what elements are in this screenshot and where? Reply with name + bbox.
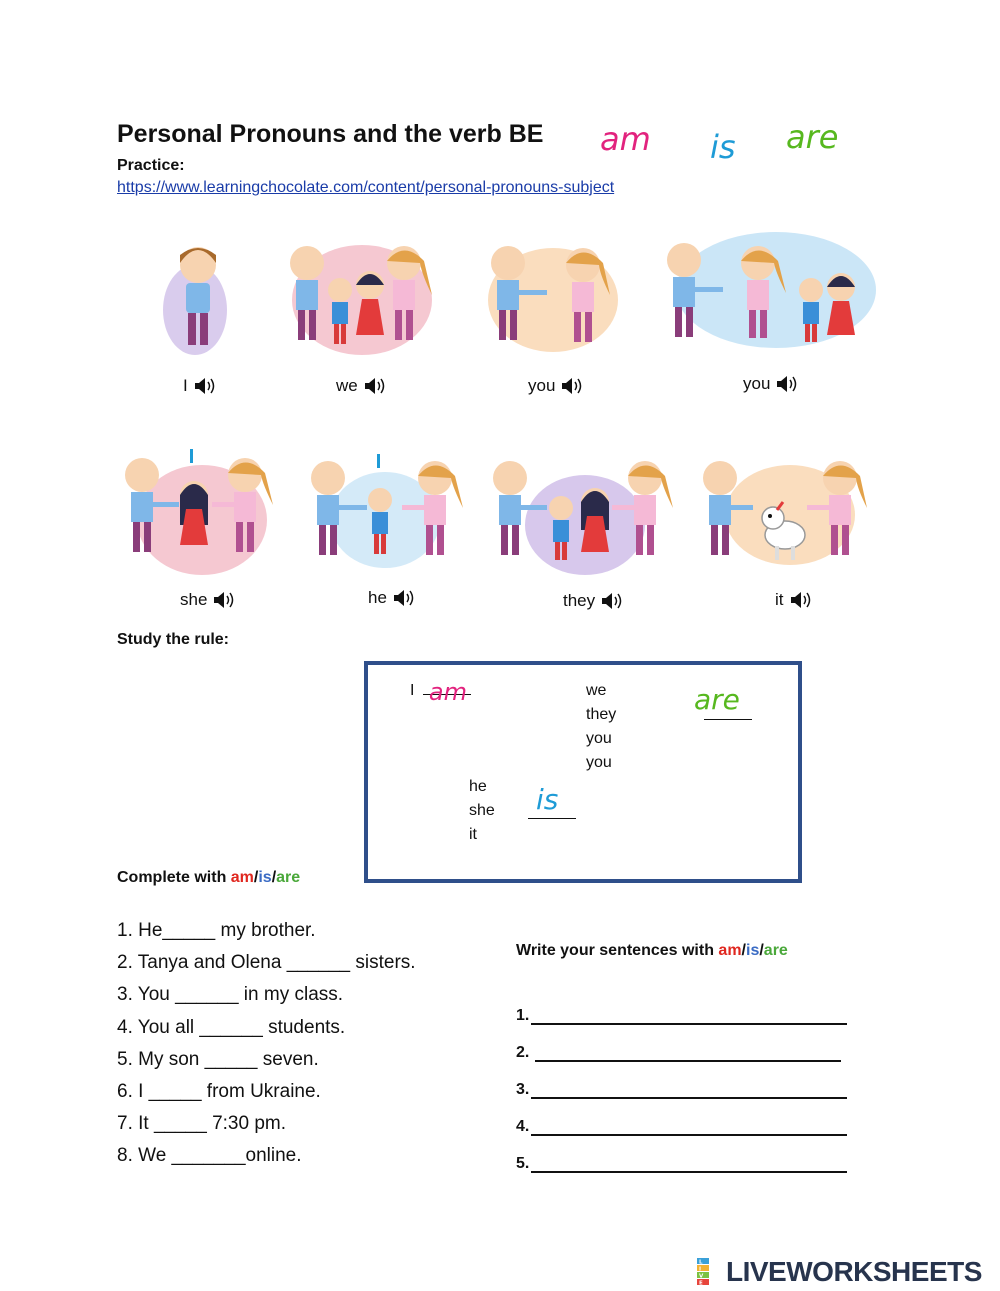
sentence-line[interactable] (516, 988, 847, 1025)
pronoun-illustration-they (485, 450, 665, 580)
rule-plural-item: they (586, 706, 617, 723)
pronoun-text: you (743, 374, 771, 393)
rule-singular-item: he (469, 778, 487, 795)
liveworksheets-logo[interactable] (697, 1256, 982, 1288)
speaker-icon[interactable] (775, 374, 797, 394)
speaker-icon[interactable] (789, 590, 811, 610)
line-number: 3. (516, 1081, 530, 1098)
rule-box (364, 661, 802, 883)
speaker-icon[interactable] (560, 376, 582, 396)
rule-i-row (410, 678, 471, 706)
line-number: 2. (516, 1044, 530, 1061)
line-number: 1. (516, 1007, 530, 1024)
svg-text:I: I (699, 1266, 702, 1273)
complete-slash: / (271, 869, 277, 886)
line-blank[interactable] (531, 1157, 847, 1173)
rule-plural-answer: are (694, 683, 740, 716)
complete-slash: / (253, 869, 259, 886)
pronoun-label-she[interactable] (180, 590, 234, 610)
exercise-item[interactable]: 2. Tanya and Olena ______ sisters. (117, 952, 416, 974)
practice-link[interactable]: https://www.learningchocolate.com/content/personal-pronouns-subject (117, 179, 615, 196)
pronoun-text: you (528, 376, 556, 395)
pronoun-illustration-she (117, 445, 297, 580)
write-slash: / (741, 942, 746, 959)
pronoun-label-i[interactable] (183, 376, 215, 396)
line-blank[interactable] (535, 1046, 841, 1062)
write-are: are (763, 942, 788, 959)
handwritten-are: are (786, 118, 839, 156)
handwritten-am: am (600, 120, 651, 158)
exercise-item[interactable]: 8. We _______online. (117, 1145, 302, 1167)
sentence-line[interactable] (516, 1099, 847, 1136)
pronoun-text: I (183, 376, 188, 395)
speaker-icon[interactable] (193, 376, 215, 396)
speaker-icon[interactable] (392, 588, 414, 608)
rule-singular-item: she (469, 802, 495, 819)
line-blank[interactable] (531, 1009, 847, 1025)
rule-i-answer: am (428, 678, 467, 706)
sentence-line[interactable] (516, 1025, 847, 1062)
exercise-item[interactable]: 5. My son _____ seven. (117, 1048, 319, 1070)
rule-plural-list (586, 679, 616, 775)
pronoun-text: we (336, 376, 358, 395)
speaker-icon[interactable] (363, 376, 385, 396)
pronoun-label-they[interactable] (563, 591, 622, 611)
exercise-item[interactable]: 4. You all ______ students. (117, 1016, 346, 1038)
study-heading: Study the rule: (117, 631, 230, 648)
practice-label: Practice: (117, 157, 185, 174)
write-prefix: Write your sentences with (516, 942, 719, 959)
pronoun-text: it (775, 590, 784, 609)
write-is: is (746, 942, 760, 959)
exercise-item[interactable]: 6. I _____ from Ukraine. (117, 1081, 321, 1103)
pronoun-text: he (368, 588, 387, 607)
write-heading (516, 942, 788, 960)
exercise-item[interactable]: 3. You ______ in my class. (117, 984, 344, 1006)
rule-plural-item: we (586, 682, 607, 699)
write-am: am (718, 942, 742, 959)
rule-singular-answer: is (536, 783, 559, 816)
rule-singular-list (469, 775, 495, 847)
liveworksheets-logo-icon (697, 1258, 723, 1286)
write-slash: / (759, 942, 764, 959)
rule-plural-item: you (586, 730, 612, 747)
rule-i-blank (423, 678, 471, 706)
pronoun-label-you-plural[interactable] (743, 374, 797, 394)
rule-i-label: I (410, 682, 415, 699)
exercise-item[interactable]: 1. He_____ my brother. (117, 920, 316, 941)
logo-text: LIVEWORKSHEETS (726, 1256, 982, 1287)
speaker-icon[interactable] (212, 590, 234, 610)
complete-are: are (276, 869, 301, 886)
pronoun-illustration-we (282, 235, 462, 365)
exercise-list (117, 915, 416, 1173)
sentence-lines (516, 988, 847, 1173)
pronoun-text: she (180, 590, 208, 609)
complete-prefix: Complete with (117, 869, 231, 886)
pronoun-illustration-he (300, 450, 480, 580)
handwritten-is: is (710, 128, 736, 166)
complete-am: am (230, 869, 254, 886)
complete-is: is (258, 869, 272, 886)
pronoun-label-it[interactable] (775, 590, 811, 610)
rule-plural-item: you (586, 754, 612, 771)
speaker-icon[interactable] (600, 591, 622, 611)
exercise-item[interactable]: 7. It _____ 7:30 pm. (117, 1113, 287, 1135)
pronoun-illustration-you-singular (478, 235, 658, 365)
pronoun-illustration-you-plural (656, 225, 836, 355)
svg-text:E: E (699, 1280, 703, 1286)
pronoun-text: they (563, 591, 596, 610)
pronoun-label-he[interactable] (368, 588, 414, 608)
line-number: 5. (516, 1155, 530, 1172)
line-blank[interactable] (531, 1120, 847, 1136)
page-title: Personal Pronouns and the verb BE (117, 120, 544, 148)
complete-heading (117, 869, 300, 887)
sentence-line[interactable] (516, 1136, 847, 1173)
pronoun-label-we[interactable] (336, 376, 385, 396)
svg-text:V: V (699, 1273, 704, 1280)
line-number: 4. (516, 1118, 530, 1135)
pronoun-label-you-singular[interactable] (528, 376, 582, 396)
pronoun-illustration-it (695, 450, 875, 580)
sentence-line[interactable] (516, 1062, 847, 1099)
line-blank[interactable] (531, 1083, 847, 1099)
rule-singular-item: it (469, 826, 477, 843)
svg-text:L: L (699, 1259, 703, 1266)
